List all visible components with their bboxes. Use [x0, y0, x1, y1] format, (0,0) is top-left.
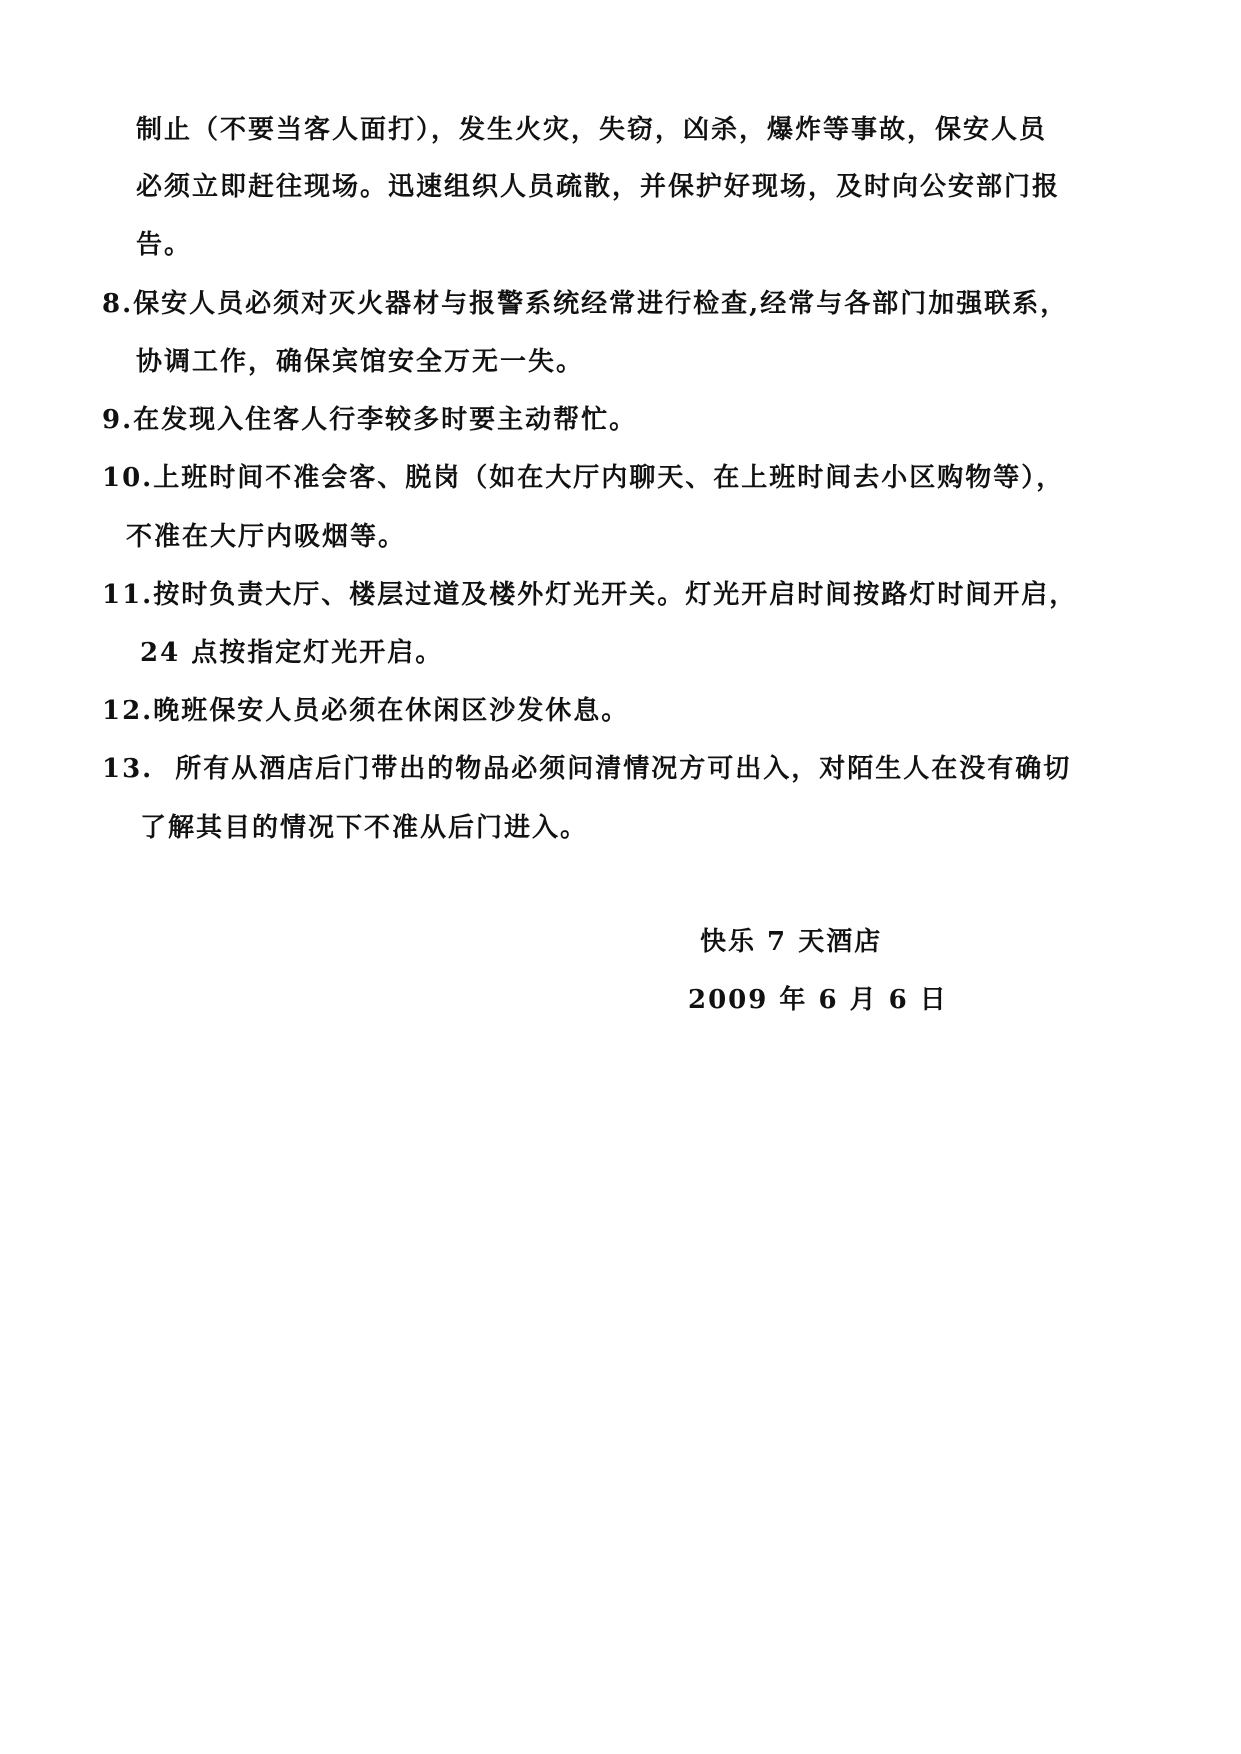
item-text: 所有从酒店后门带出的物品必须问清情况方可出入，对陌生人在没有确切: [175, 754, 1072, 784]
paragraph-line: 告。: [136, 230, 193, 260]
signature-organization: 快乐 7 天酒店: [700, 927, 883, 957]
paragraph-line: 必须立即赶往现场。迅速组织人员疏散，并保护好现场，及时向公安部门报: [136, 172, 1061, 202]
item-text: 上班时间不准会客、脱岗（如在大厅内聊天、在上班时间去小区购物等），: [153, 463, 1065, 493]
item-text: 在发现入住客人行李较多时要主动帮忙。: [133, 405, 638, 435]
paragraph-line: 24 点按指定灯光开启。: [140, 638, 444, 668]
item-text: 保安人员必须对灭火器材与报警系统经常进行检查,经常与各部门加强联系，: [133, 289, 1069, 319]
paragraph-line: 协调工作，确保宾馆安全万无一失。: [136, 347, 585, 377]
item-number: 12.: [102, 696, 154, 726]
list-item-11: [102, 578, 1077, 612]
item-number: 9.: [102, 405, 134, 435]
item-text: 晚班保安人员必须在休闲区沙发休息。: [153, 696, 630, 726]
paragraph-line: 了解其目的情况下不准从后门进入。: [140, 813, 589, 843]
list-item-10: [102, 461, 1064, 495]
list-item-13: [102, 752, 1071, 786]
item-text: 按时负责大厅、楼层过道及楼外灯光开关。灯光开启时间按路灯时间开启，: [153, 580, 1078, 610]
list-item-12: [102, 694, 629, 728]
paragraph-line: 不准在大厅内吸烟等。: [126, 522, 407, 552]
item-number: 10.: [102, 463, 154, 493]
signature-date: 2009 年 6 月 6 日: [688, 985, 948, 1015]
item-number: 8.: [102, 289, 134, 319]
item-number: 13.: [102, 754, 154, 784]
item-number: 11.: [102, 580, 154, 610]
paragraph-line: 制止（不要当客人面打），发生火灾，失窃，凶杀，爆炸等事故，保安人员: [136, 115, 1048, 145]
list-item-8: [102, 287, 1068, 321]
list-item-9: [102, 403, 637, 437]
